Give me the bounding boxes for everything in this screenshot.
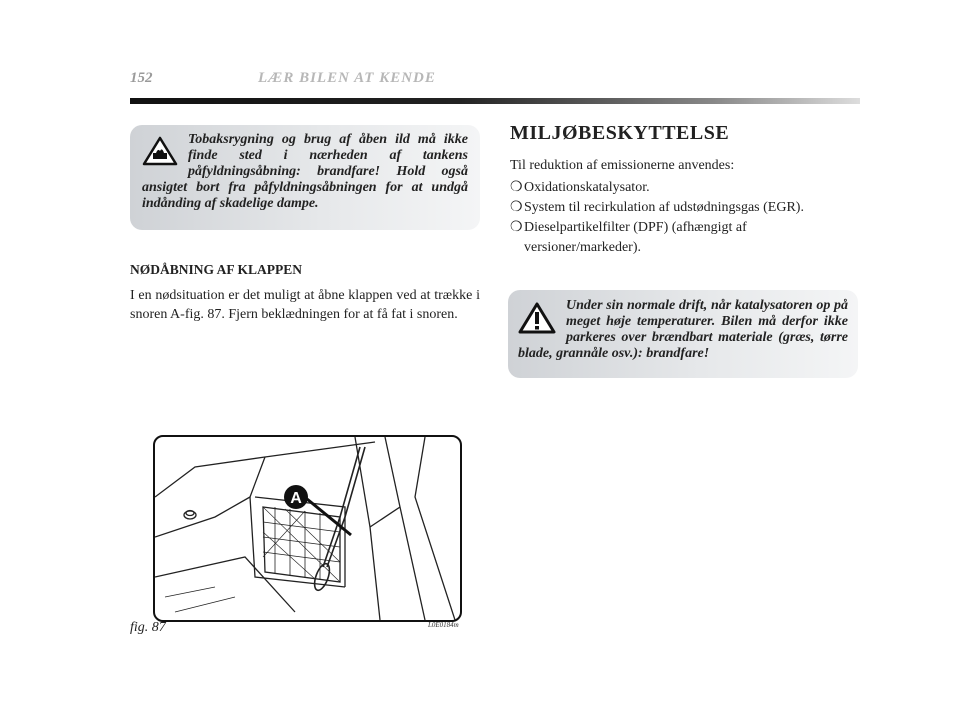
list-item (510, 198, 860, 218)
environment-heading: MILJØBESKYTTELSE (510, 122, 730, 144)
header-rule (130, 98, 860, 104)
list-item (510, 178, 860, 198)
warning-triangle-icon (518, 302, 556, 339)
figure-caption: fig. 87 (130, 620, 166, 635)
environment-intro: Til reduktion af emissionerne anvendes: (510, 158, 735, 173)
catalyst-warning-box (508, 290, 858, 378)
catalyst-warning-text: Under sin normale drift, når katalysatoren op på meget høje temperaturer. Bilen må derfor ikke parkeres over brændbart materiale (græs, tørre blade, grannåle osv.): brandfare! (518, 298, 848, 361)
fuel-warning-text: Tobaksrygning og brug af åben ild må ikke finde sted i nærheden af tankens påfyldningsåbning: brandfare! Hold også ansigtet bort fra påfyldningsåbningen for at undgå indånding af skadelige dampe. (142, 132, 468, 211)
page-number: 152 (130, 70, 153, 86)
running-title: LÆR BILEN AT KENDE (258, 70, 436, 86)
bullet-icon: ❍ (510, 200, 523, 215)
callout-a-label: A (290, 490, 302, 507)
list-item-text: System til recirkulation af udstødningsgas (EGR). (524, 200, 804, 215)
emergency-heading: NØDÅBNING AF KLAPPEN (130, 262, 303, 277)
emergency-text: I en nødsituation er det muligt at åbne klappen ved at trække i snoren A-fig. 87. Fjern beklædningen for at få fat i snoren. (130, 288, 480, 322)
fuel-fire-warning-icon (142, 136, 178, 171)
figure-87-illustration (153, 435, 462, 622)
environment-list (510, 178, 860, 258)
bullet-icon: ❍ (510, 180, 523, 195)
list-item (510, 218, 860, 258)
list-item-text: Oxidationskatalysator. (524, 180, 650, 195)
bullet-icon: ❍ (510, 220, 523, 235)
figure-code: L0E0184m (428, 621, 459, 629)
fuel-warning-box (130, 125, 480, 230)
list-item-text: Dieselpartikelfilter (DPF) (afhængigt af versioner/markeder). (524, 220, 747, 255)
